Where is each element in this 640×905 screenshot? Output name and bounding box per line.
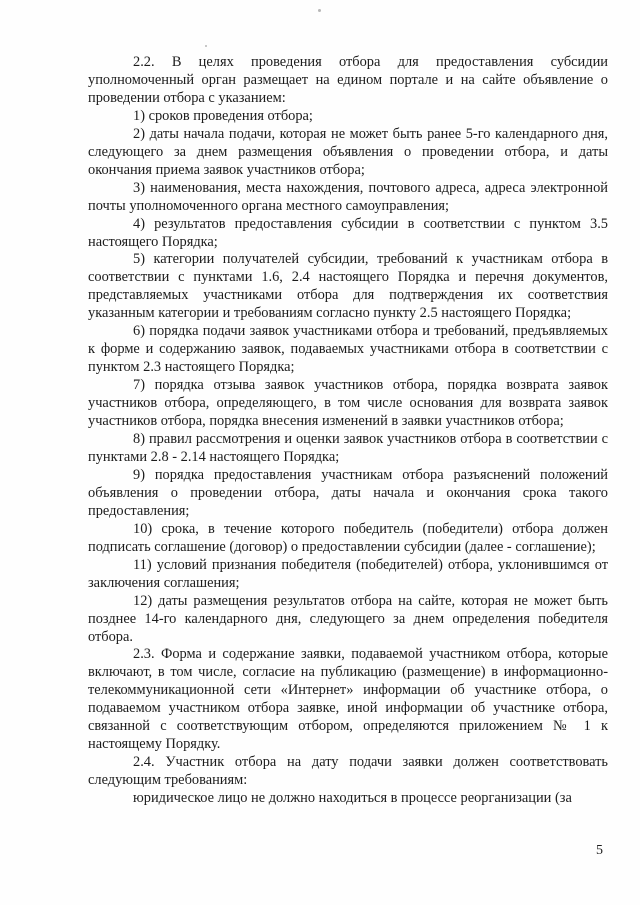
list-item-3: 3) наименования, места нахождения, почтового адреса, адреса электронной почты уполномоченного органа местного самоуправления;: [88, 179, 608, 214]
list-item-12: 12) даты размещения результатов отбора на сайте, которая не может быть позднее 14-го календарного дня, следующего за днем определения победителя отбора.: [88, 592, 608, 645]
scan-speck: [318, 9, 321, 12]
list-item-11: 11) условий признания победителя (победителей) отбора, уклонившимся от заключения соглашения;: [88, 556, 608, 591]
paragraph-2-2: 2.2. В целях проведения отбора для предоставления субсидии уполномоченный орган размещает на едином портале и на сайте объявление о проведении отбора с указанием:: [88, 54, 608, 106]
scan-speck: [205, 45, 207, 47]
page-number: 5: [596, 843, 603, 858]
list-item-9: 9) порядка предоставления участникам отбора разъяснений положений объявления о проведении отбора, даты начала и окончания срока такого предоставления;: [88, 466, 608, 519]
document-body: [88, 54, 608, 808]
list-item-2: 2) даты начала подачи, которая не может быть ранее 5-го календарного дня, следующего за днем размещения объявления о проведении отбора, и даты окончания приема заявок участников отбора;: [88, 125, 608, 178]
paragraph-2-3: 2.3. Форма и содержание заявки, подаваемой участником отбора, которые включают, в том числе, согласие на публикацию (размещение) в информационно-телекоммуникационной сети «Интернет» информации об участнике отбора, о подаваемом участником отбора заявке, иной информации об участнике отбора, связанной с соответствующим отбором, определяются приложением № 1 к настоящему Порядку.: [88, 646, 608, 753]
list-item-7: 7) порядка отзыва заявок участников отбора, порядка возврата заявок участников отбора, определяющего, в том числе основания для возврата заявок участников отбора, порядка внесения изменений в заявки участников отбора;: [88, 377, 608, 430]
list-item-1: 1) сроков проведения отбора;: [133, 107, 313, 124]
list-item-10: 10) срока, в течение которого победитель (победители) отбора должен подписать соглашение (договор) о предоставлении субсидии (далее - соглашение);: [88, 520, 608, 555]
paragraph-2-4: 2.4. Участник отбора на дату подачи заявки должен соответствовать следующим требованиям:: [88, 754, 608, 789]
list-item-5: 5) категории получателей субсидии, требований к участникам отбора в соответствии с пунктами 1.6, 2.4 настоящего Порядка и перечня документов, представляемых участниками отбора для подтверждения их соответствия указанным категории и требованиям согласно пункту 2.5 настоящего Порядка;: [88, 251, 608, 322]
list-item-6: 6) порядка подачи заявок участниками отбора и требований, предъявляемых к форме и содержанию заявок, подаваемых участниками отбора в соответствии с пунктом 2.3 настоящего Порядка;: [88, 323, 608, 376]
requirement-item: юридическое лицо не должно находиться в процессе реорганизации (за: [133, 790, 572, 807]
list-item-8: 8) правил рассмотрения и оценки заявок участников отбора в соответствии с пунктами 2.8 - 2.14 настоящего Порядка;: [88, 431, 608, 465]
list-item-4: 4) результатов предоставления субсидии в соответствии с пунктом 3.5 настоящего Порядка;: [88, 215, 608, 250]
